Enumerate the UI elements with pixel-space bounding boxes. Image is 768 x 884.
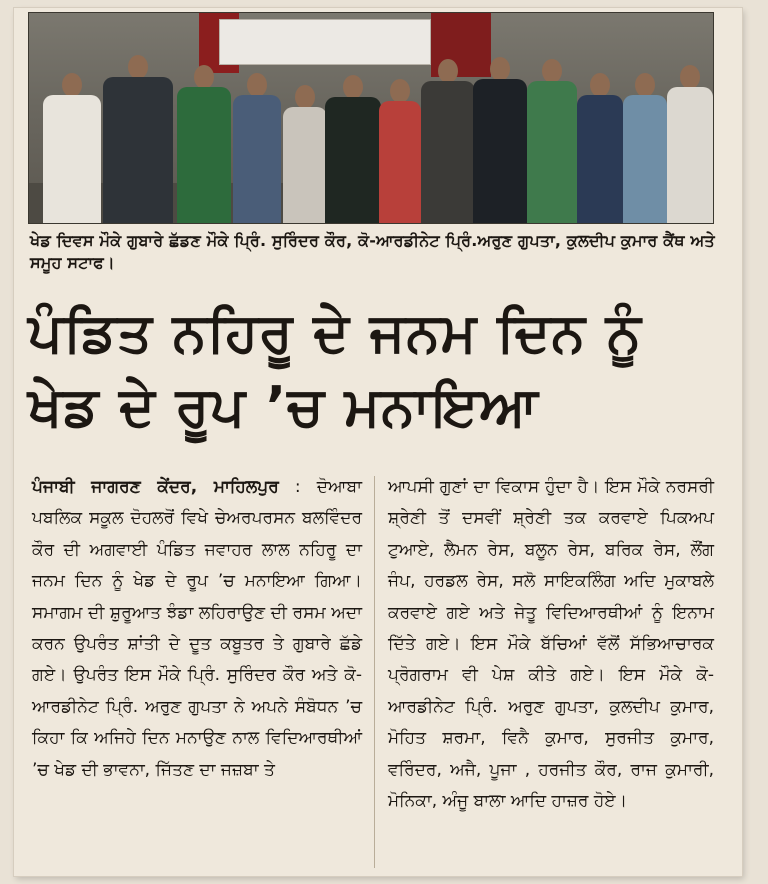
- photo-person: [43, 73, 101, 223]
- article-column-left: [32, 472, 362, 786]
- photo-person: [103, 55, 173, 223]
- article-dateline: ਪੰਜਾਬੀ ਜਾਗਰਣ ਕੇਂਦਰ, ਮਾਹਿਲਪੁਰ: [32, 477, 279, 497]
- photo-person: [527, 59, 577, 223]
- photo-person: [325, 75, 381, 223]
- article-body-part-1: : ਦੋਆਬਾ ਪਬਲਿਕ ਸਕੂਲ ਦੋਹਲਰੋਂ ਵਿਖੇ ਚੇਅਰਪਰਸਨ ਬਲਵਿੰਦਰ ਕੌਰ ਦੀ ਅਗਵਾਈ ਪੰਡਿਤ ਜਵਾਹਰ ਲਾਲ ਨਹਿਰੂ ਦਾ ਜਨਮ ਦਿਨ ਨੂੰ ਖੇਡ ਦੇ ਰੂਪ ’ਚ ਮਨਾਇਆ ਗਿਆ। ਸਮਾਗਮ ਦੀ ਸ਼ੁਰੂਆਤ ਝੰਡਾ ਲਹਿਰਾਉਣ ਦੀ ਰਸਮ ਅਦਾ ਕਰਨ ਉਪਰੰਤ ਸ਼ਾਂਤੀ ਦੇ ਦੂਤ ਕਬੂਤਰ ਤੇ ਗੁਬਾਰੇ ਛੱਡੇ ਗਏ। ਉਪਰੰਤ ਇਸ ਮੌਕੇ ਪ੍ਰਿੰ. ਸੁਰਿੰਦਰ ਕੌਰ ਅਤੇ ਕੋ-ਆਰਡੀਨੇਟ ਪ੍ਰਿੰ. ਅਰੁਣ ਗੁਪਤਾ ਨੇ ਅਪਨੇ ਸੰਬੋਧਨ ’ਚ ਕਿਹਾ ਕਿ ਅਜਿਹੇ ਦਿਨ ਮਨਾਉਣ ਨਾਲ ਵਿਦਿਆਰਥੀਆਂ ’ਚ ਖੇਡ ਦੀ ਭਾਵਨਾ, ਜਿੱਤਣ ਦਾ ਜਜ਼ਬਾ ਤੇ: [32, 477, 362, 780]
- group-photo: [28, 12, 714, 224]
- headline-line-1: ਪੰਡਿਤ ਨਹਿਰੂ ਦੇ ਜਨਮ ਦਿਨ ਨੂੰ: [28, 301, 642, 364]
- photo-person: [421, 59, 475, 223]
- newspaper-clipping: [14, 8, 742, 876]
- photo-person: [233, 73, 281, 223]
- column-divider: [374, 476, 375, 868]
- photo-person: [379, 79, 421, 223]
- article-headline: [28, 296, 728, 444]
- photo-person: [577, 73, 623, 223]
- photo-person: [473, 57, 527, 223]
- headline-line-2: ਖੇਡ ਦੇ ਰੂਪ ’ਚ ਮਨਾਇਆ: [28, 375, 539, 438]
- article-column-right: [388, 472, 714, 817]
- photo-person: [177, 65, 231, 223]
- photo-caption: ਖੇਡ ਦਿਵਸ ਮੌਕੇ ਗੁਬਾਰੇ ਛੱਡਣ ਮੌਕੇ ਪ੍ਰਿੰ. ਸੁਰਿੰਦਰ ਕੌਰ, ਕੋ-ਆਰਡੀਨੇਟ ਪ੍ਰਿੰ.ਅਰੁਣ ਗੁਪਤਾ, ਕੁਲਦੀਪ ਕੁਮਾਰ ਕੈਂਥ ਅਤੇ ਸਮੂਹ ਸਟਾਫ।: [30, 231, 715, 272]
- article-body-part-2: ਆਪਸੀ ਗੁਣਾਂ ਦਾ ਵਿਕਾਸ ਹੁੰਦਾ ਹੈ। ਇਸ ਮੌਕੇ ਨਰਸਰੀ ਸ਼੍ਰੇਣੀ ਤੋਂ ਦਸਵੀਂ ਸ਼੍ਰੇਣੀ ਤਕ ਕਰਵਾਏ ਪਿਕਅਪ ਟੁਆਏ, ਲੈਮਨ ਰੇਸ, ਬਲੂਨ ਰੇਸ, ਬਰਿਕ ਰੇਸ, ਲੌਂਗ ਜੰਪ, ਹਰਡਲ ਰੇਸ, ਸਲੋ ਸਾਇਕਲਿੰਗ ਅਦਿ ਮੁਕਾਬਲੇ ਕਰਵਾਏ ਗਏ ਅਤੇ ਜੇਤੂ ਵਿਦਿਆਰਥੀਆਂ ਨੂੰ ਇਨਾਮ ਦਿੱਤੇ ਗਏ। ਇਸ ਮੌਕੇ ਬੱਚਿਆਂ ਵੱਲੋਂ ਸੱਭਿਆਚਾਰਕ ਪ੍ਰੋਗਰਾਮ ਵੀ ਪੇਸ਼ ਕੀਤੇ ਗਏ। ਇਸ ਮੌਕੇ ਕੋ-ਆਰਡੀਨੇਟ ਪ੍ਰਿੰ. ਅਰੁਣ ਗੁਪਤਾ, ਕੁਲਦੀਪ ਕੁਮਾਰ, ਮੋਹਿਤ ਸ਼ਰਮਾ, ਵਿਨੈ ਕੁਮਾਰ, ਸੁਰਜੀਤ ਕੁਮਾਰ, ਵਰਿੰਦਰ, ਅਜੈ, ਪੂਜਾ , ਹਰਜੀਤ ਕੌਰ, ਰਾਜ ਕੁਮਾਰੀ, ਮੋਨਿਕਾ, ਅੰਜੂ ਬਾਲਾ ਆਦਿ ਹਾਜ਼ਰ ਹੋਏ।: [388, 477, 714, 812]
- photo-person: [667, 65, 713, 223]
- photo-person: [623, 73, 667, 223]
- photo-person: [283, 85, 327, 223]
- photo-school-banner: [219, 19, 431, 65]
